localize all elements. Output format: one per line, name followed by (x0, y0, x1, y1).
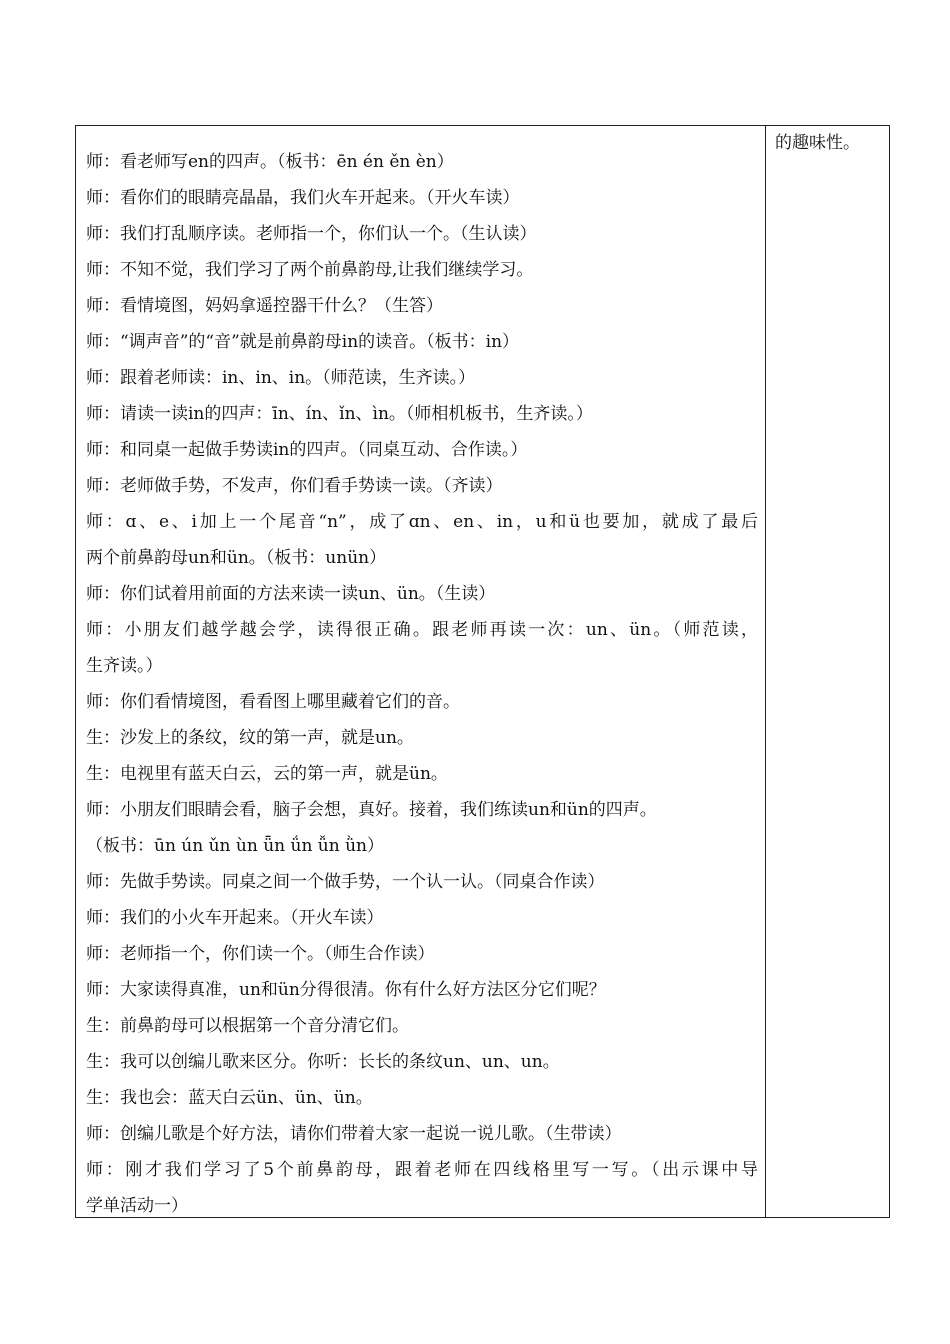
dialogue-line: 生齐读。） (86, 656, 163, 676)
side-note: 的趣味性。 (775, 133, 860, 153)
dialogue-line: 师：和同桌一起做手势读in的四声。（同桌互动、合作读。） (86, 440, 528, 460)
dialogue-line: 学单活动一） (86, 1196, 188, 1216)
dialogue-line: 师：我们打乱顺序读。老师指一个，你们认一个。（生认读） (86, 224, 537, 244)
column-divider (765, 126, 766, 1217)
dialogue-line: 师：大家读得真准，un和ün分得很清。你有什么好方法区分它们呢？ (86, 980, 606, 1000)
design-intent-column (775, 129, 885, 157)
dialogue-line: 师：小朋友们眼睛会看，脑子会想，真好。接着，我们练读un和ün的四声。 (86, 800, 657, 820)
dialogue-line: 师：你们看情境图，看看图上哪里藏着它们的音。 (86, 692, 460, 712)
dialogue-line: 师：你们试着用前面的方法来读一读un、ün。（生读） (86, 584, 496, 604)
dialogue-line: 生：沙发上的条纹，纹的第一声，就是un。 (86, 728, 414, 748)
dialogue-line: 师：老师指一个，你们读一个。（师生合作读） (86, 944, 435, 964)
dialogue-line: 师：跟着老师读：in、in、in。（师范读，生齐读。） (86, 368, 476, 388)
dialogue-line: 师：请读一读in的四声：īn、ín、ǐn、ìn。（师相机板书，生齐读。） (86, 404, 593, 424)
dialogue-line: 师：看情境图，妈妈拿遥控器干什么？（生答） (86, 296, 443, 316)
dialogue-line: 生：电视里有蓝天白云，云的第一声，就是ün。 (86, 764, 448, 784)
dialogue-line: 师：小朋友们越学越会学，读得很正确。跟老师再读一次：un、ün。（师范读， (86, 620, 758, 640)
dialogue-line: 生：我也会：蓝天白云ün、ün、ün。 (86, 1088, 373, 1108)
dialogue-line: （板书：ūn ún ǔn ùn ǖn ǘn ǚn ǜn） (86, 836, 385, 856)
dialogue-line: 师：看你们的眼睛亮晶晶，我们火车开起来。（开火车读） (86, 188, 520, 208)
dialogue-line: 师：我们的小火车开起来。（开火车读） (86, 908, 384, 928)
dialogue-line: 师：ɑ、e、i加上一个尾音“n”，成了ɑn、en、in，u和ü也要加，就成了最后 (86, 512, 758, 532)
dialogue-line: 师：刚才我们学习了5个前鼻韵母，跟着老师在四线格里写一写。（出示课中导 (86, 1160, 758, 1180)
dialogue-line: 两个前鼻韵母un和ün。（板书：unün） (86, 548, 387, 568)
dialogue-line: 师：看老师写en的四声。（板书：ēn én ěn èn） (86, 152, 454, 172)
dialogue-line: 生：前鼻韵母可以根据第一个音分清它们。 (86, 1016, 409, 1036)
dialogue-line: 师：先做手势读。同桌之间一个做手势，一个认一认。（同桌合作读） (86, 872, 605, 892)
dialogue-line: 师：老师做手势，不发声，你们看手势读一读。（齐读） (86, 476, 503, 496)
dialogue-line: 师：不知不觉，我们学习了两个前鼻韵母,让我们继续学习。 (86, 260, 534, 280)
dialogue-line: 师：“调声音”的“音”就是前鼻韵母in的读音。（板书：in） (86, 332, 520, 352)
lesson-dialogue (86, 144, 758, 1224)
lesson-table (75, 125, 890, 1218)
dialogue-line: 师：创编儿歌是个好方法，请你们带着大家一起说一说儿歌。（生带读） (86, 1124, 622, 1144)
dialogue-line: 生：我可以创编儿歌来区分。你听：长长的条纹un、un、un。 (86, 1052, 560, 1072)
